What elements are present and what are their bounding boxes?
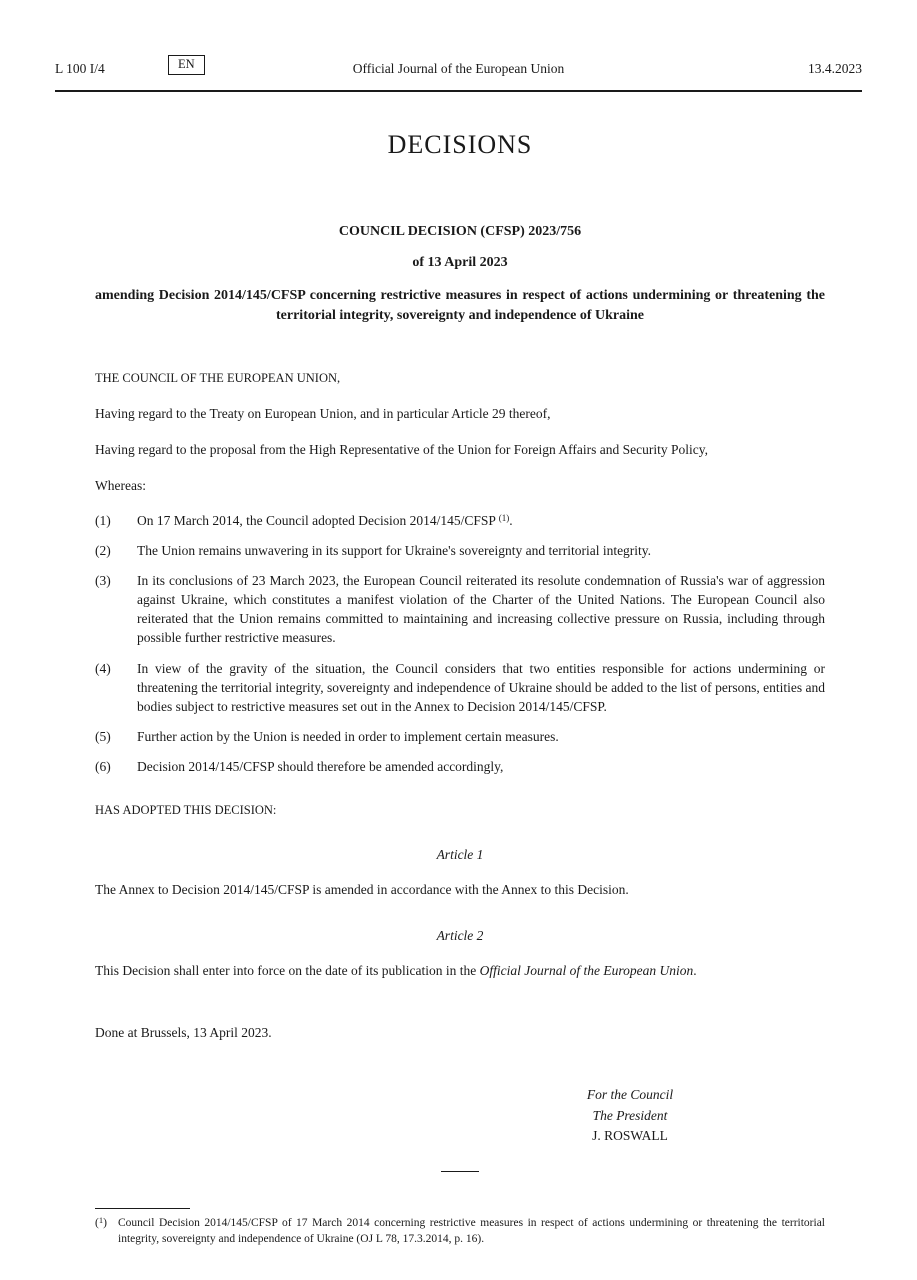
document-body	[95, 130, 825, 1172]
recital-3	[95, 571, 825, 648]
footnote-text: Council Decision 2014/145/CFSP of 17 March 2014 concerning restrictive measures in respect of actions undermining or threatening the territorial integrity, sovereignty and independence of Ukraine (OJ L 78, 17.3.2014, p. 16).	[118, 1217, 825, 1246]
recital-number: (5)	[95, 729, 111, 744]
footnote-marker: ($^1$)	[95, 1215, 107, 1229]
signature-on-behalf: For the Council	[586, 1086, 674, 1102]
footnote-1	[95, 1215, 825, 1247]
footnote-area	[95, 1208, 825, 1247]
article-1-text: The Annex to Decision 2014/145/CFSP is amended in accordance with the Annex to this Decision.	[95, 882, 629, 898]
recital-number: (4)	[95, 660, 111, 676]
citation-proposal: Having regard to the proposal from the High Representative of the Union for Foreign Affairs and Security Policy,	[95, 441, 708, 457]
recital-text: The Union remains unwavering in its support for Ukraine's sovereignty and territorial integrity.	[137, 542, 652, 558]
page-number: L 100 I/4	[55, 61, 105, 76]
recital-text: In its conclusions of 23 March 2023, the European Council reiterated its resolute condemnation of Russia's war of aggression against Ukraine, which constitutes a manifest violation of the Charter of the United Nations. The European Council also reiterated that the Union remains committed to maintaining and increasing collective pressure on Russia, including through possible further restrictive measures.	[137, 572, 825, 646]
article-2-text: This Decision shall enter into force on the date of its publication in the Official Journal of the European Union.	[95, 963, 697, 979]
recital-text: Further action by the Union is needed in order to implement certain measures.	[137, 729, 559, 744]
preamble-opening: THE COUNCIL OF THE EUROPEAN UNION,	[95, 370, 341, 385]
enacting-formula: HAS ADOPTED THIS DECISION:	[95, 803, 277, 818]
journal-title: Official Journal of the European Union	[352, 61, 565, 76]
act-title: COUNCIL DECISION (CFSP) 2023/756	[338, 224, 582, 239]
recital-6	[95, 757, 825, 776]
act-subject: amending Decision 2014/145/CFSP concerning restrictive measures in respect of actions undermining or threatening the territorial integrity, sovereignty and independence of Ukraine	[95, 288, 825, 324]
citation-treaty: Having regard to the Treaty on European Union, and in particular Article 29 thereof,	[95, 405, 551, 421]
header-rule	[55, 90, 862, 92]
signature-block	[520, 1085, 740, 1148]
recital-5	[95, 727, 825, 746]
recital-text: On 17 March 2014, the Council adopted Decision 2014/145/CFSP $^{(1)}$.	[137, 512, 513, 528]
recitals-list	[95, 511, 825, 777]
whereas-label: Whereas:	[95, 477, 146, 493]
article-2-heading: Article 2	[436, 928, 484, 944]
journal-title-italic: Official Journal of the European Union	[479, 963, 694, 979]
recital-1	[95, 511, 825, 530]
recital-text: Decision 2014/145/CFSP should therefore be amended accordingly,	[137, 759, 504, 775]
page-header	[55, 57, 862, 83]
end-of-act-rule	[441, 1171, 479, 1172]
recital-text: In view of the gravity of the situation, the Council considers that two entities responsible for actions undermining or threatening the territorial integrity, sovereignty and independence of Ukraine should be added to the list of persons, entities and bodies subject to restrictive measures set out in the Annex to Decision 2014/145/CFSP.	[137, 660, 825, 714]
language-badge: EN	[168, 55, 205, 75]
recital-2	[95, 541, 825, 560]
section-title: DECISIONS	[387, 130, 533, 159]
done-at-line: Done at Brussels, 13 April 2023.	[95, 1024, 272, 1040]
article-1-heading: Article 1	[436, 847, 484, 863]
recital-4	[95, 659, 825, 716]
signature-role: The President	[592, 1107, 668, 1123]
act-date-line: of 13 April 2023	[412, 255, 508, 270]
header-date: 13.4.2023	[808, 61, 862, 76]
signature-name: J. ROSWALL	[592, 1128, 668, 1144]
footnote-separator-rule	[95, 1208, 190, 1209]
footnote-ref: (1)	[498, 512, 510, 523]
recital-number: (2)	[95, 542, 111, 558]
recital-number: (1)	[95, 512, 111, 528]
recital-number: (6)	[95, 759, 111, 775]
recital-number: (3)	[95, 572, 111, 588]
